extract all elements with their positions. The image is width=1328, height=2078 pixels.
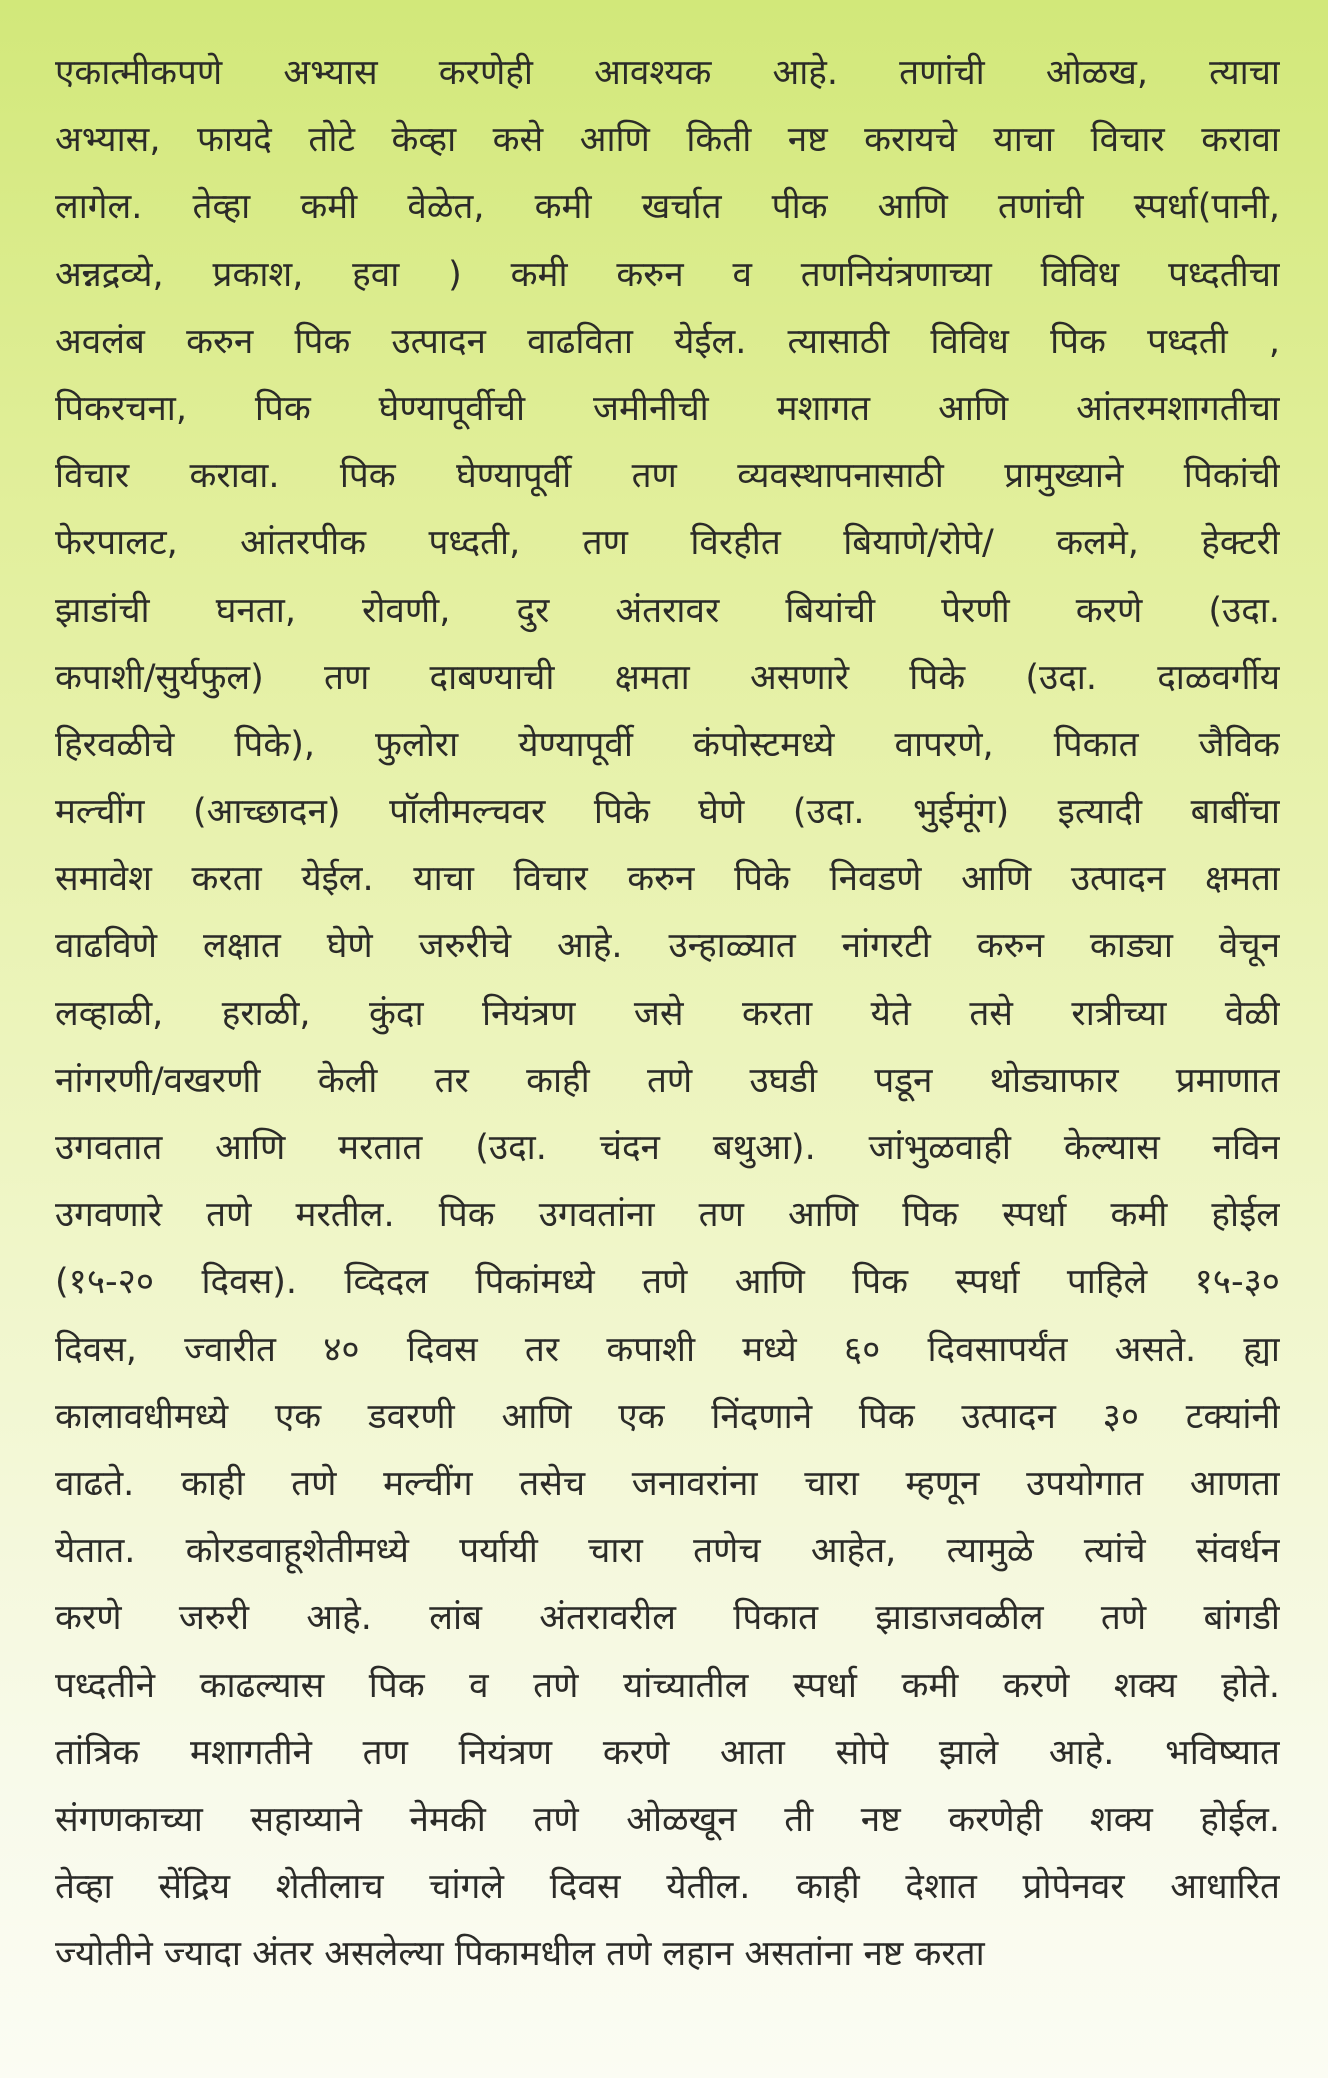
text-line: झाडांची घनता, रोवणी, दुर अंतरावर बियांची पेरणी करणे (उदा. xyxy=(55,590,1280,631)
text-line: करणे जरुरी आहे. लांब अंतरावरील पिकात झाडाजवळील तणे बांगडी xyxy=(55,1598,1280,1639)
text-line: कालावधीमध्ये एक डवरणी आणि एक निंदणाने पिक उत्पादन ३० टक्यांनी xyxy=(55,1396,1280,1437)
text-line: वाढविणे लक्षात घेणे जरुरीचे आहे. उन्हाळ्यात नांगरटी करुन काड्या वेचून xyxy=(55,926,1280,967)
text-line: उगवणारे तणे मरतील. पिक उगवतांना तण आणि पिक स्पर्धा कमी होईल xyxy=(55,1195,1280,1236)
text-line: मल्चींग (आच्छादन) पॉलीमल्चवर पिके घेणे (उदा. भुईमूंग) इत्यादी बाबींचा xyxy=(55,792,1280,833)
text-line: पध्दतीने काढल्यास पिक व तणे यांच्यातील स्पर्धा कमी करणे शक्य होते. xyxy=(55,1665,1280,1706)
text-line: नांगरणी/वखरणी केली तर काही तणे उघडी पडून थोड्याफार प्रमाणात xyxy=(55,1060,1280,1101)
text-line: अभ्यास, फायदे तोटे केव्हा कसे आणि किती नष्ट करायचे याचा विचार करावा xyxy=(55,120,1280,161)
text-line: (१५-२० दिवस). व्दिदल पिकांमध्ये तणे आणि पिक स्पर्धा पाहिले १५-३० xyxy=(55,1262,1280,1303)
text-line: अवलंब करुन पिक उत्पादन वाढविता येईल. त्यासाठी विविध पिक पध्दती , xyxy=(55,321,1280,362)
text-line: तेव्हा सेंद्रिय शेतीलाच चांगले दिवस येतील. काही देशात प्रोपेनवर आधारित xyxy=(55,1867,1280,1908)
text-line: एकात्मीकपणे अभ्यास करणेही आवश्यक आहे. तणांची ओळख, त्याचा xyxy=(55,53,1280,93)
text-line: वाढते. काही तणे मल्चींग तसेच जनावरांना चारा म्हणून उपयोगात आणता xyxy=(55,1463,1280,1504)
text-line: संगणकाच्या सहाय्याने नेमकी तणे ओळखून ती नष्ट करणेही शक्य होईल. xyxy=(55,1799,1280,1840)
text-line: अन्नद्रव्ये, प्रकाश, हवा ) कमी करुन व तणनियंत्रणाच्या विविध पध्दतीचा xyxy=(55,254,1280,295)
text-line: कपाशी/सुर्यफुल) तण दाबण्याची क्षमता असणारे पिके (उदा. दाळवर्गीय xyxy=(55,657,1280,698)
text-line: लागेल. तेव्हा कमी वेळेत, कमी खर्चात पीक आणि तणांची स्पर्धा(पानी, xyxy=(55,187,1280,228)
text-line: तांत्रिक मशागतीने तण नियंत्रण करणे आता सोपे झाले आहे. भविष्यात xyxy=(55,1732,1280,1773)
text-line: उगवतात आणि मरतात (उदा. चंदन बथुआ). जांभुळवाही केल्यास नविन xyxy=(55,1128,1280,1168)
text-line: हिरवळीचे पिके), फुलोरा येण्यापूर्वी कंपोस्टमध्ये वापरणे, पिकात जैविक xyxy=(55,724,1280,765)
text-line: दिवस, ज्वारीत ४० दिवस तर कपाशी मध्ये ६० दिवसापर्यंत असते. ह्या xyxy=(55,1329,1280,1370)
body-paragraph xyxy=(55,40,1280,1988)
text-line: येतात. कोरडवाहूशेतीमध्ये पर्यायी चारा तणेच आहेत, त्यामुळे त्यांचे संवर्धन xyxy=(55,1531,1280,1572)
text-line: समावेश करता येईल. याचा विचार करुन पिके निवडणे आणि उत्पादन क्षमता xyxy=(55,859,1280,900)
text-line: लव्हाळी, हराळी, कुंदा नियंत्रण जसे करता येते तसे रात्रीच्या वेळी xyxy=(55,993,1280,1034)
text-line: विचार करावा. पिक घेण्यापूर्वी तण व्यवस्थापनासाठी प्रामुख्याने पिकांची xyxy=(55,456,1280,497)
text-line: फेरपालट, आंतरपीक पध्दती, तण विरहीत बियाणे/रोपे/ कलमे, हेक्टरी xyxy=(55,523,1280,564)
text-line: ज्योतीने ज्यादा अंतर असलेल्या पिकामधील तणे लहान असतांना नष्ट करता xyxy=(55,1934,985,1975)
text-line: पिकरचना, पिक घेण्यापूर्वीची जमीनीची मशागत आणि आंतरमशागतीचा xyxy=(55,388,1280,429)
